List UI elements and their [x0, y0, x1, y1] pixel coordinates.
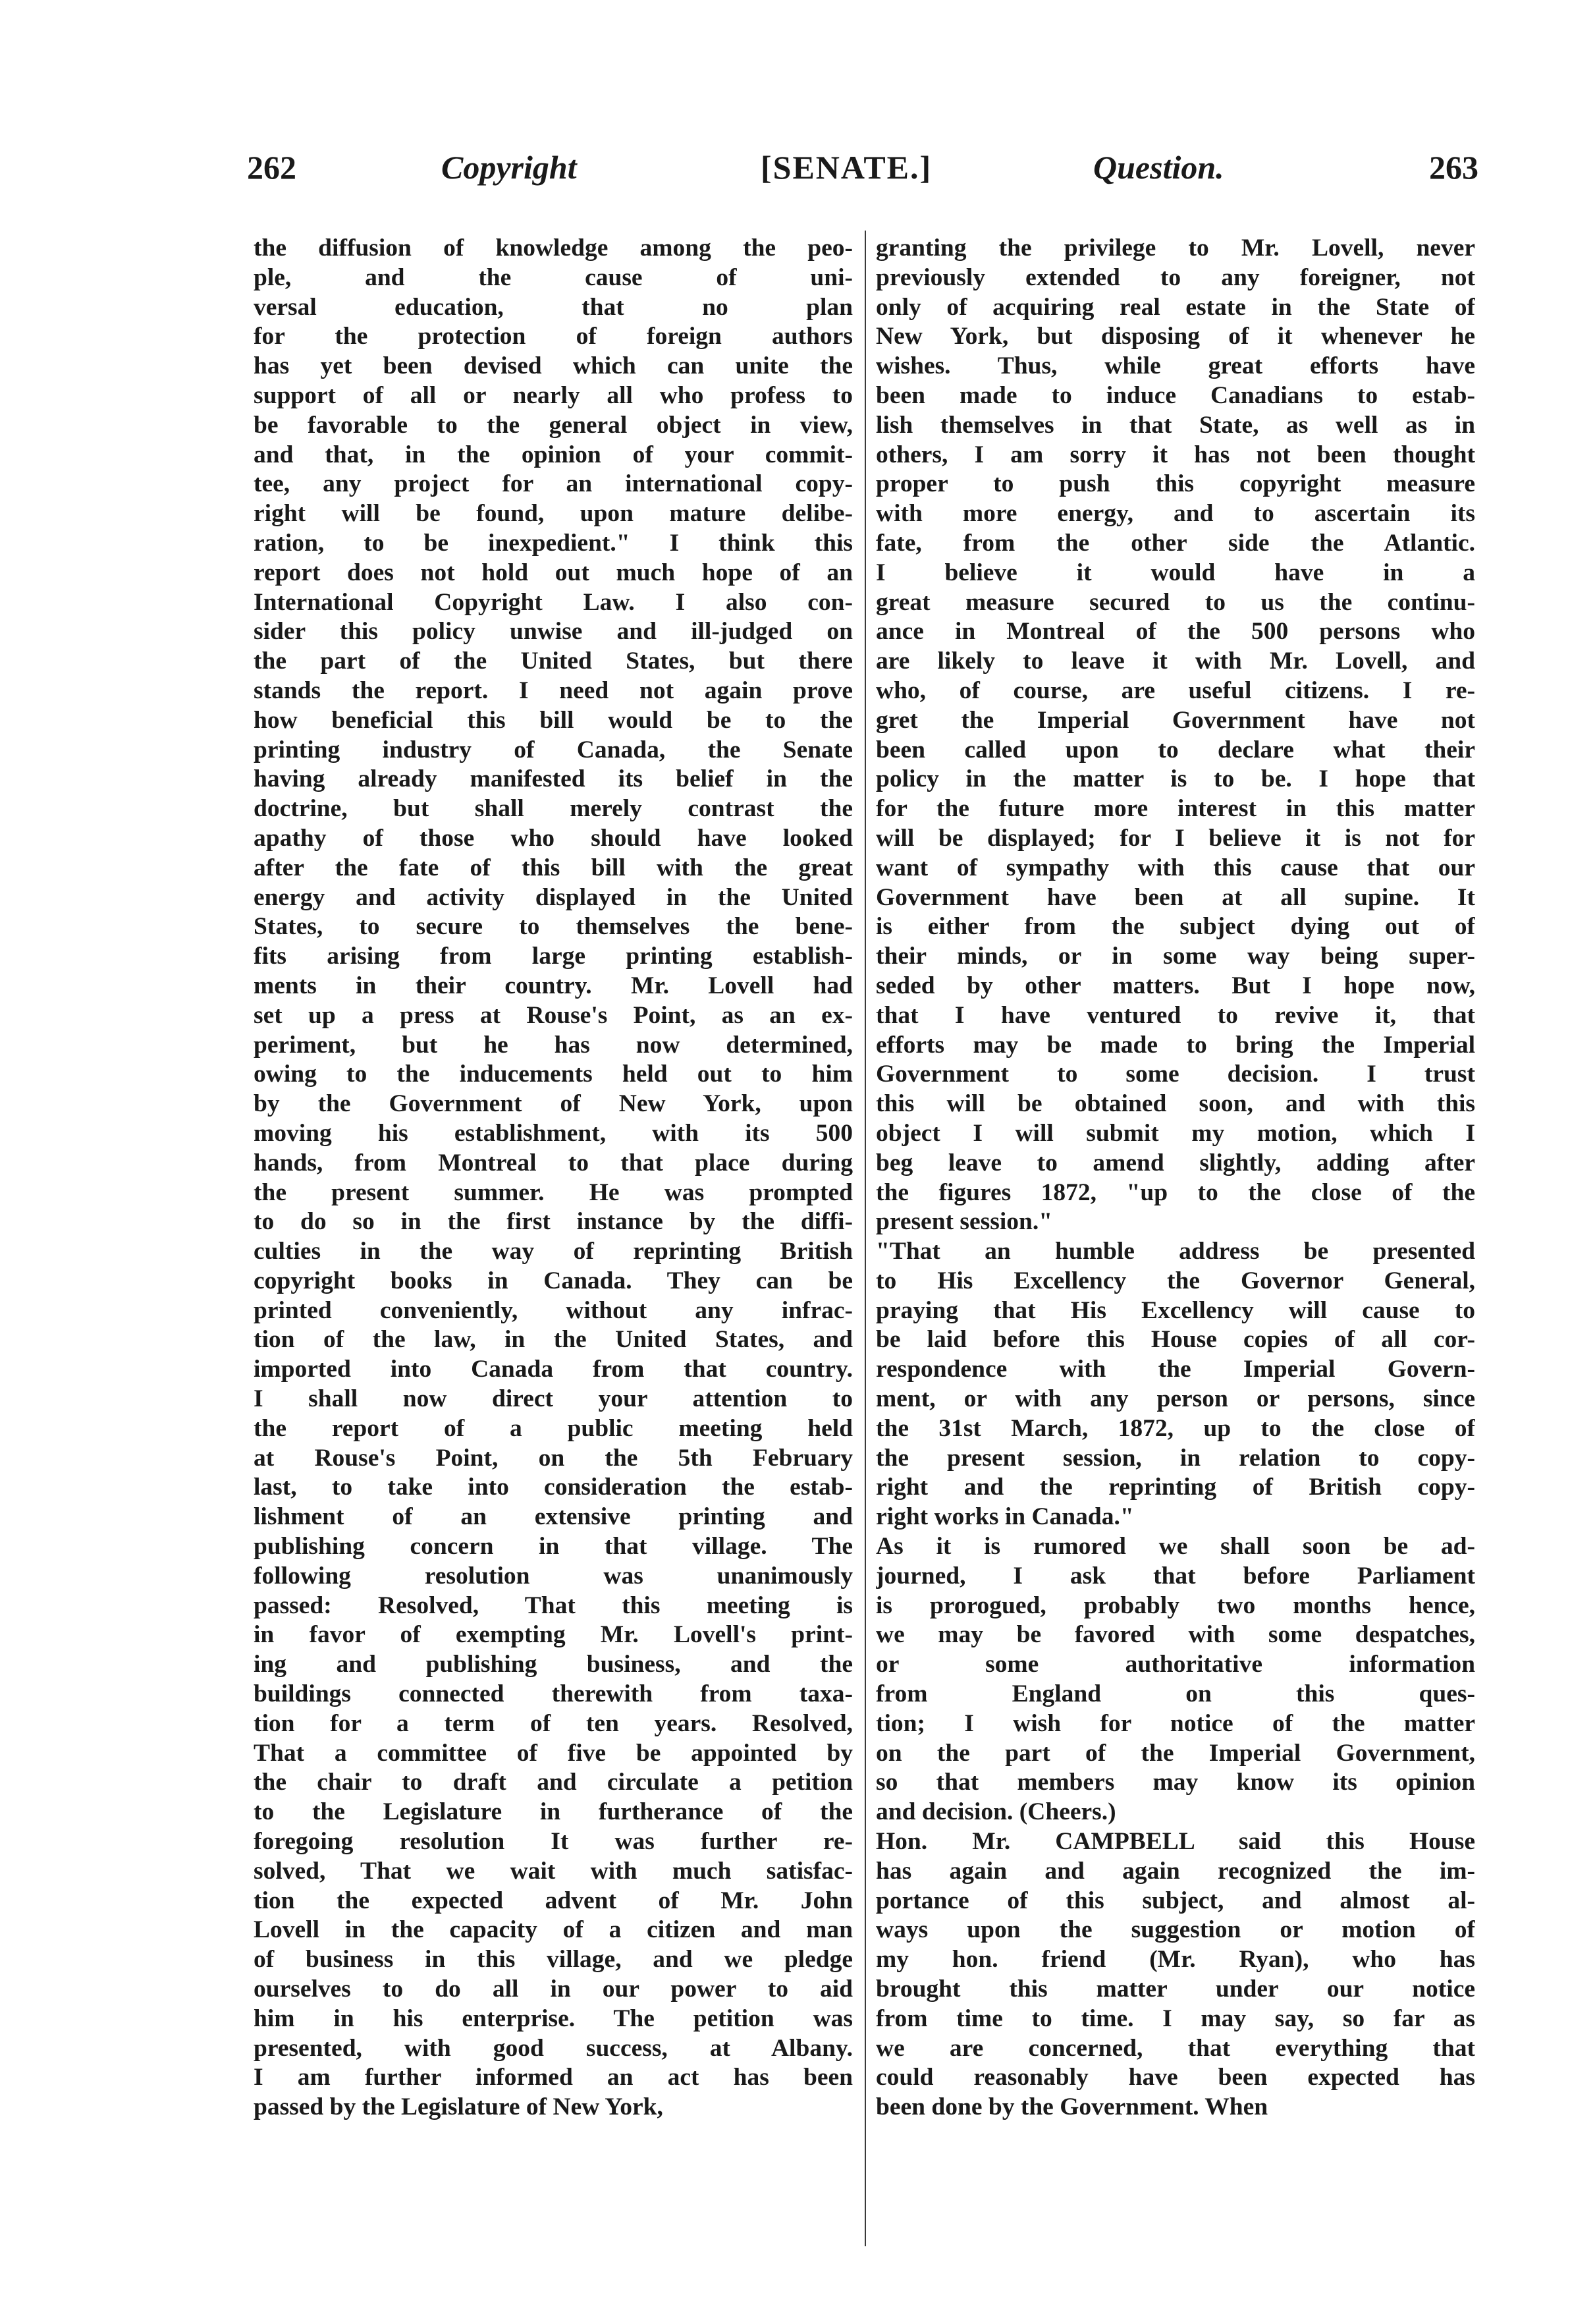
- text-line: seded by other matters. But I hope now,: [876, 972, 1475, 999]
- text-line: following resolution was unanimously: [254, 1562, 853, 1590]
- text-line: is either from the subject dying out of: [876, 913, 1475, 941]
- text-line: journed, I ask that before Parliament: [876, 1562, 1475, 1590]
- text-line: ment, or with any person or persons, since: [876, 1385, 1475, 1413]
- text-line: International Copyright Law. I also con-: [254, 588, 853, 616]
- text-line: sider this policy unwise and ill-judged on: [254, 618, 853, 646]
- text-line: moving his establishment, with its 500: [254, 1119, 853, 1147]
- text-line: the chair to draft and circulate a petition: [254, 1769, 853, 1796]
- text-line: right works in Canada.": [876, 1503, 1134, 1531]
- text-line: at Rouse's Point, on the 5th February: [254, 1444, 853, 1472]
- right-text-column: [876, 234, 1475, 2250]
- text-line: others, I am sorry it has not been thought: [876, 441, 1475, 468]
- text-line: tee, any project for an international copy-: [254, 470, 853, 498]
- text-line: States, to secure to themselves the bene-: [254, 913, 853, 941]
- text-line: right will be found, upon mature delibe-: [254, 500, 853, 528]
- text-line: owing to the inducements held out to him: [254, 1061, 853, 1088]
- text-line: passed: Resolved, That this meeting is: [254, 1591, 853, 1619]
- text-line: buildings connected therewith from taxa-: [254, 1680, 853, 1708]
- text-line: for the protection of foreign authors: [254, 323, 853, 350]
- text-line: policy in the matter is to be. I hope that: [876, 765, 1475, 793]
- text-line: presented, with good success, at Albany.: [254, 2034, 853, 2062]
- text-line: imported into Canada from that country.: [254, 1356, 853, 1383]
- text-line: fate, from the other side the Atlantic.: [876, 529, 1475, 557]
- column-divider: [865, 231, 866, 2246]
- text-line: fits arising from large printing establish-: [254, 943, 853, 970]
- text-line: tion for a term of ten years. Resolved,: [254, 1709, 853, 1737]
- text-line: we may be favored with some despatches,: [876, 1621, 1475, 1649]
- left-page-number: 262: [247, 149, 296, 186]
- text-line: lish themselves in that State, as well as in: [876, 411, 1475, 439]
- text-line: object I will submit my motion, which I: [876, 1119, 1475, 1147]
- text-line: my hon. friend (Mr. Ryan), who has: [876, 1946, 1475, 1974]
- text-line: for the future more interest in this matter: [876, 795, 1475, 823]
- text-line: and decision. (Cheers.): [876, 1798, 1116, 1826]
- text-line: copyright books in Canada. They can be: [254, 1267, 853, 1294]
- center-running-title: [SENATE.]: [761, 149, 933, 186]
- text-line: this will be obtained soon, and with this: [876, 1090, 1475, 1118]
- text-line: their minds, or in some way being super-: [876, 943, 1475, 970]
- text-line: As it is rumored we shall soon be ad-: [876, 1533, 1475, 1561]
- left-running-title: Copyright: [441, 149, 577, 186]
- text-line: printed conveniently, without any infrac-: [254, 1296, 853, 1324]
- text-line: tion the expected advent of Mr. John: [254, 1887, 853, 1914]
- text-line: versal education, that no plan: [254, 293, 853, 321]
- text-line: printing industry of Canada, the Senate: [254, 736, 853, 763]
- text-line: from England on this ques-: [876, 1680, 1475, 1708]
- text-line: is prorogued, probably two months hence,: [876, 1591, 1475, 1619]
- text-line: or some authoritative information: [876, 1651, 1475, 1678]
- text-line: to do so in the first instance by the diffi-: [254, 1208, 853, 1236]
- text-line: periment, but he has now determined,: [254, 1031, 853, 1059]
- text-line: solved, That we wait with much satisfac-: [254, 1857, 853, 1885]
- text-line: great measure secured to us the continu-: [876, 588, 1475, 616]
- text-line: the 31st March, 1872, up to the close of: [876, 1414, 1475, 1442]
- text-line: set up a press at Rouse's Point, as an ex-: [254, 1001, 853, 1029]
- text-line: I believe it would have in a: [876, 559, 1475, 586]
- text-line: Lovell in the capacity of a citizen and man: [254, 1916, 853, 1944]
- text-line: who, of course, are useful citizens. I re-: [876, 677, 1475, 704]
- text-line: we are concerned, that everything that: [876, 2034, 1475, 2062]
- text-line: the present session, in relation to copy-: [876, 1444, 1475, 1472]
- text-line: hands, from Montreal to that place during: [254, 1149, 853, 1176]
- text-line: been made to induce Canadians to estab-: [876, 381, 1475, 409]
- text-line: Government have been at all supine. It: [876, 883, 1475, 911]
- text-line: the present summer. He was prompted: [254, 1178, 853, 1206]
- text-line: gret the Imperial Government have not: [876, 706, 1475, 734]
- text-line: to the Legislature in furtherance of the: [254, 1798, 853, 1826]
- text-line: ing and publishing business, and the: [254, 1651, 853, 1678]
- text-line: stands the report. I need not again prove: [254, 677, 853, 704]
- text-line: has again and again recognized the im-: [876, 1857, 1475, 1885]
- text-line: be favorable to the general object in view,: [254, 411, 853, 439]
- text-line: want of sympathy with this cause that our: [876, 854, 1475, 881]
- text-line: right and the reprinting of British copy-: [876, 1474, 1475, 1501]
- text-line: of business in this village, and we pledge: [254, 1946, 853, 1974]
- text-line: him in his enterprise. The petition was: [254, 2005, 853, 2032]
- text-line: after the fate of this bill with the great: [254, 854, 853, 881]
- text-line: granting the privilege to Mr. Lovell, never: [876, 235, 1475, 262]
- text-line: present session.": [876, 1208, 1053, 1236]
- text-line: ration, to be inexpedient." I think this: [254, 529, 853, 557]
- text-line: ourselves to do all in our power to aid: [254, 1976, 853, 2003]
- text-line: having already manifested its belief in the: [254, 765, 853, 793]
- text-line: "That an humble address be presented: [876, 1238, 1475, 1265]
- text-line: previously extended to any foreigner, not: [876, 263, 1475, 291]
- text-line: be laid before this House copies of all cor-: [876, 1326, 1475, 1354]
- text-line: been done by the Government. When: [876, 2093, 1268, 2121]
- text-line: respondence with the Imperial Govern-: [876, 1356, 1475, 1383]
- text-line: support of all or nearly all who profess to: [254, 381, 853, 409]
- text-line: on the part of the Imperial Government,: [876, 1739, 1475, 1767]
- text-line: been called upon to declare what their: [876, 736, 1475, 763]
- text-line: the figures 1872, "up to the close of the: [876, 1178, 1475, 1206]
- text-line: ple, and the cause of uni-: [254, 263, 853, 291]
- text-line: from time to time. I may say, so far as: [876, 2005, 1475, 2032]
- text-line: beg leave to amend slightly, adding after: [876, 1149, 1475, 1176]
- text-line: I shall now direct your attention to: [254, 1385, 853, 1413]
- text-line: ance in Montreal of the 500 persons who: [876, 618, 1475, 646]
- text-line: Government to some decision. I trust: [876, 1061, 1475, 1088]
- left-text-column: [254, 234, 853, 2250]
- text-line: culties in the way of reprinting British: [254, 1238, 853, 1265]
- text-line: praying that His Excellency will cause to: [876, 1296, 1475, 1324]
- text-line: brought this matter under our notice: [876, 1976, 1475, 2003]
- text-line: has yet been devised which can unite the: [254, 352, 853, 380]
- text-line: the report of a public meeting held: [254, 1414, 853, 1442]
- text-line: ments in their country. Mr. Lovell had: [254, 972, 853, 999]
- text-line: foregoing resolution It was further re-: [254, 1828, 853, 1856]
- text-line: last, to take into consideration the estab-: [254, 1474, 853, 1501]
- text-line: I am further informed an act has been: [254, 2064, 853, 2091]
- text-line: and that, in the opinion of your commit-: [254, 441, 853, 468]
- text-line: Hon. Mr. CAMPBELL said this House: [876, 1828, 1475, 1856]
- text-line: wishes. Thus, while great efforts have: [876, 352, 1475, 380]
- text-line: tion of the law, in the United States, and: [254, 1326, 853, 1354]
- text-line: apathy of those who should have looked: [254, 824, 853, 852]
- text-line: That a committee of five be appointed by: [254, 1739, 853, 1767]
- text-line: so that members may know its opinion: [876, 1769, 1475, 1796]
- text-line: publishing concern in that village. The: [254, 1533, 853, 1561]
- text-line: efforts may be made to bring the Imperial: [876, 1031, 1475, 1059]
- text-line: portance of this subject, and almost al-: [876, 1887, 1475, 1914]
- text-line: by the Government of New York, upon: [254, 1090, 853, 1118]
- text-line: passed by the Legislature of New York,: [254, 2093, 663, 2121]
- text-line: to His Excellency the Governor General,: [876, 1267, 1475, 1294]
- text-line: report does not hold out much hope of an: [254, 559, 853, 586]
- text-line: proper to push this copyright measure: [876, 470, 1475, 498]
- text-line: will be displayed; for I believe it is not for: [876, 824, 1475, 852]
- text-line: lishment of an extensive printing and: [254, 1503, 853, 1531]
- text-line: the part of the United States, but there: [254, 648, 853, 675]
- page-header: [247, 148, 1478, 208]
- text-line: that I have ventured to revive it, that: [876, 1001, 1475, 1029]
- right-page-number: 263: [1429, 149, 1478, 186]
- text-line: could reasonably have been expected has: [876, 2064, 1475, 2091]
- right-running-title: Question.: [1093, 149, 1224, 186]
- text-line: tion; I wish for notice of the matter: [876, 1709, 1475, 1737]
- text-line: the diffusion of knowledge among the peo-: [254, 235, 853, 262]
- text-line: with more energy, and to ascertain its: [876, 500, 1475, 528]
- text-line: energy and activity displayed in the United: [254, 883, 853, 911]
- text-line: are likely to leave it with Mr. Lovell, and: [876, 648, 1475, 675]
- text-line: ways upon the suggestion or motion of: [876, 1916, 1475, 1944]
- text-line: doctrine, but shall merely contrast the: [254, 795, 853, 823]
- text-line: only of acquiring real estate in the State of: [876, 293, 1475, 321]
- text-line: in favor of exempting Mr. Lovell's print-: [254, 1621, 853, 1649]
- text-line: how beneficial this bill would be to the: [254, 706, 853, 734]
- text-line: New York, but disposing of it whenever he: [876, 323, 1475, 350]
